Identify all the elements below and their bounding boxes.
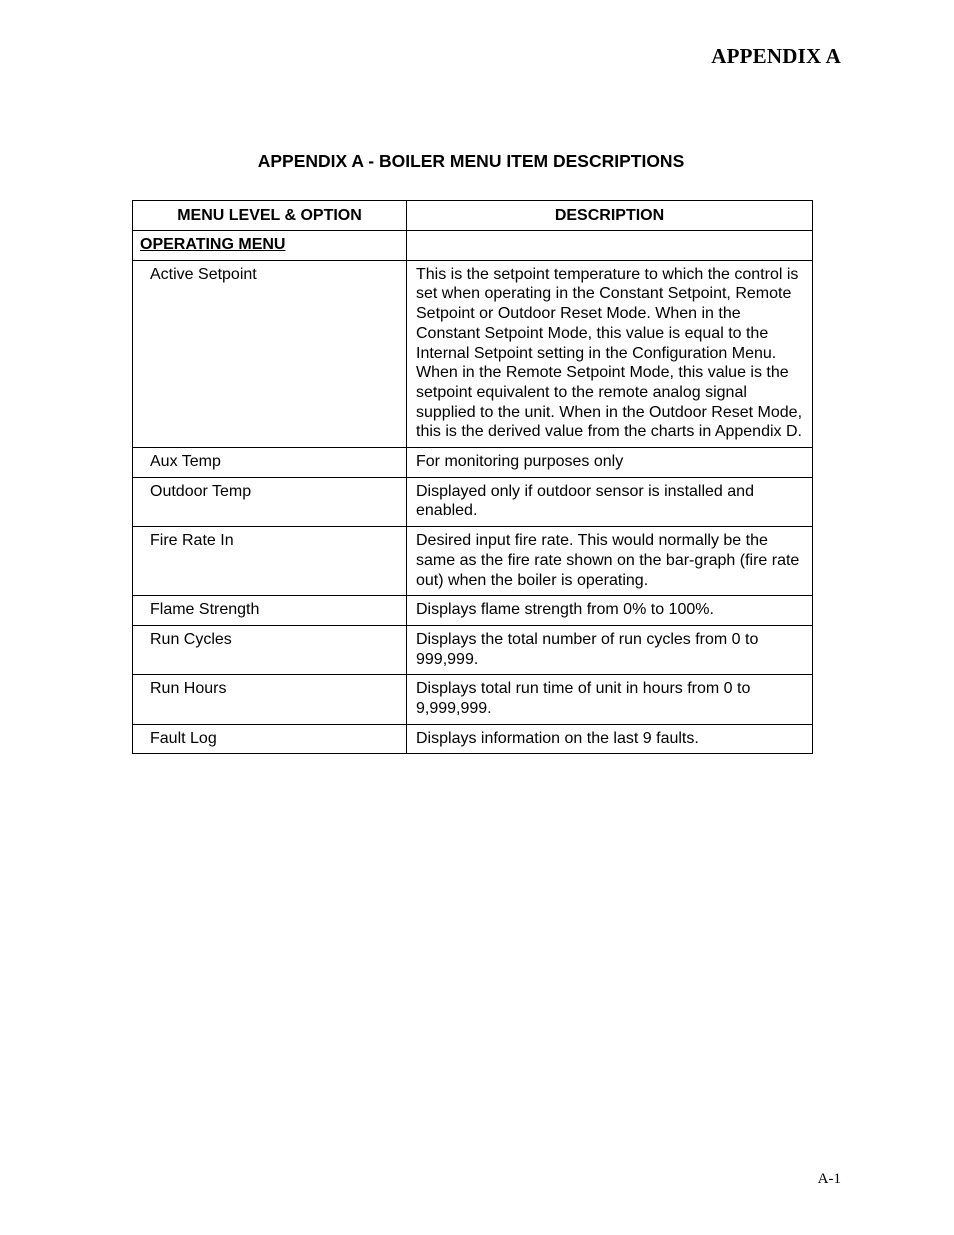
table-row xyxy=(133,596,813,626)
section-row xyxy=(133,231,813,261)
menu-option-description: Displayed only if outdoor sensor is installed and enabled. xyxy=(407,477,813,526)
table-row xyxy=(133,724,813,754)
table-row xyxy=(133,527,813,596)
section-heading-operating-menu: OPERATING MENU xyxy=(133,231,407,261)
table-row xyxy=(133,625,813,674)
table-header-row xyxy=(133,201,813,231)
table-row xyxy=(133,477,813,526)
table-row xyxy=(133,675,813,724)
menu-option-description: Displays information on the last 9 faults. xyxy=(407,724,813,754)
running-header: APPENDIX A xyxy=(711,44,841,68)
menu-option: Run Cycles xyxy=(133,625,407,674)
menu-option: Outdoor Temp xyxy=(133,477,407,526)
menu-option-description: For monitoring purposes only xyxy=(407,448,813,478)
document-title: APPENDIX A - BOILER MENU ITEM DESCRIPTIONS xyxy=(257,151,685,171)
page-number: A-1 xyxy=(817,1171,841,1187)
menu-option: Active Setpoint xyxy=(133,260,407,447)
menu-descriptions-table xyxy=(132,200,813,754)
section-empty-cell xyxy=(407,231,813,261)
menu-option-description: This is the setpoint temperature to which the control is set when operating in the Constant Setpoint, Remote Setpoint or Outdoor Reset Mode. When in the Constant Setpoint Mode, this value is equal to the Internal Setpoint setting in the Configuration Menu. When in the Remote Setpoint Mode, this value is the setpoint equivalent to the remote analog signal supplied to the unit. When in the Outdoor Reset Mode, this is the derived value from the charts in Appendix D. xyxy=(407,260,813,447)
menu-option: Flame Strength xyxy=(133,596,407,626)
column-header-menu-level: MENU LEVEL & OPTION xyxy=(133,201,407,231)
menu-option: Run Hours xyxy=(133,675,407,724)
column-header-description: DESCRIPTION xyxy=(407,201,813,231)
menu-option-description: Displays total run time of unit in hours from 0 to 9,999,999. xyxy=(407,675,813,724)
table-row xyxy=(133,448,813,478)
menu-option: Fire Rate In xyxy=(133,527,407,596)
table-row xyxy=(133,260,813,447)
menu-option: Aux Temp xyxy=(133,448,407,478)
menu-option-description: Displays flame strength from 0% to 100%. xyxy=(407,596,813,626)
menu-option: Fault Log xyxy=(133,724,407,754)
menu-option-description: Desired input fire rate. This would normally be the same as the fire rate shown on the bar-graph (fire rate out) when the boiler is operating. xyxy=(407,527,813,596)
menu-option-description: Displays the total number of run cycles from 0 to 999,999. xyxy=(407,625,813,674)
